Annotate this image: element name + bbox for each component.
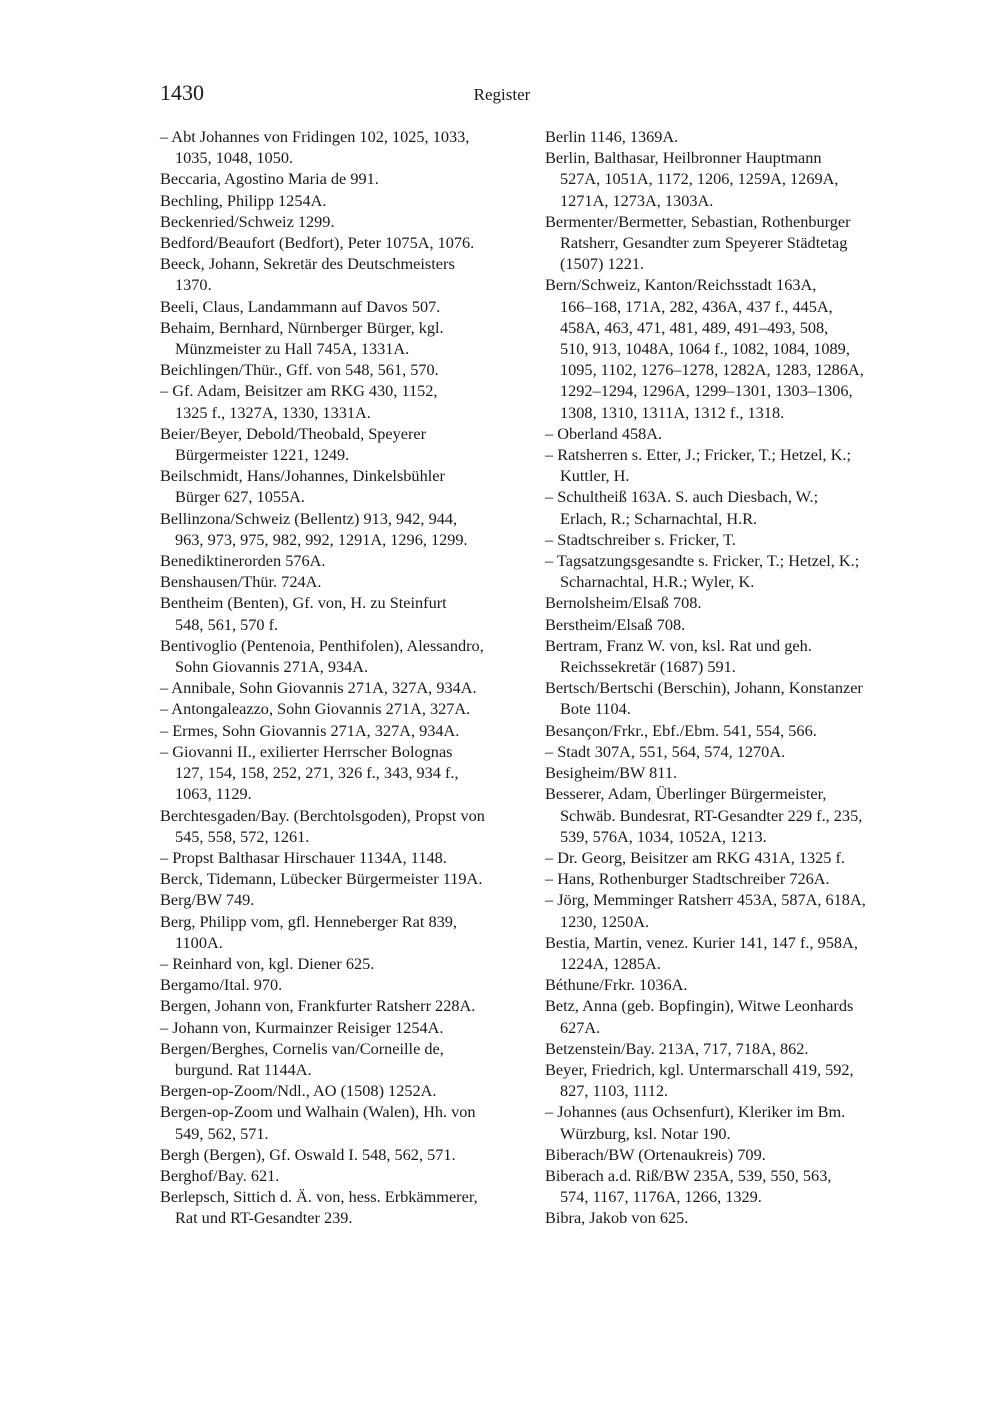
index-entry-line: Berck, Tidemann, Lübecker Bürgermeister 119A. [160, 869, 483, 889]
index-entry-line: – Annibale, Sohn Giovannis 271A, 327A, 934A. [160, 678, 477, 698]
index-entry-continuation: 627A. [560, 1017, 601, 1037]
index-entry [160, 1186, 525, 1228]
index-entry-line: Beeck, Johann, Sekretär des Deutschmeisters [160, 254, 455, 274]
index-entry-line: Bermenter/Bermetter, Sebastian, Rothenburger [545, 211, 851, 231]
index-entry-line: Biberach/BW (Ortenaukreis) 709. [545, 1144, 766, 1164]
index-entry-continuation: 1370. [175, 275, 212, 295]
index-entry-line: Bestia, Martin, venez. Kurier 141, 147 f., 958A, [545, 932, 858, 952]
index-entry-line: – Gf. Adam, Beisitzer am RKG 430, 1152, [160, 381, 438, 401]
index-entry [160, 868, 525, 889]
index-entry [545, 974, 917, 995]
index-column-right [545, 126, 917, 1229]
index-entry-line: – Schultheiß 163A. S. auch Diesbach, W.; [545, 487, 819, 507]
index-entry-line: Berlin, Balthasar, Heilbronner Hauptmann [545, 148, 822, 168]
index-entry [545, 995, 917, 1037]
index-entry-line: Beichlingen/Thür., Gff. von 548, 561, 570. [160, 360, 439, 380]
index-entry-line: – Giovanni II., exilierter Herrscher Bolognas [160, 741, 453, 761]
index-entry-line: – Oberland 458A. [545, 423, 663, 443]
index-entry [545, 635, 917, 677]
index-entry [160, 465, 525, 507]
index-entry-continuation: 458A, 463, 471, 481, 489, 491–493, 508, [560, 317, 829, 337]
index-entry-continuation: 1271A, 1273A, 1303A. [560, 190, 714, 210]
index-entry-line: – Jörg, Memminger Ratsherr 453A, 587A, 618A, [545, 890, 866, 910]
index-entry-line: Bernolsheim/Elsaß 708. [545, 593, 702, 613]
index-entry [160, 168, 525, 189]
index-entry-line: Berg, Philipp vom, gfl. Henneberger Rat 839, [160, 911, 457, 931]
index-entry-line: Besigheim/BW 811. [545, 763, 678, 783]
index-entry [545, 1059, 917, 1101]
index-entry-continuation: Schwäb. Bundesrat, RT-Gesandter 229 f., 235, [560, 805, 863, 825]
index-entry [160, 592, 525, 634]
index-entry-line: – Ratsherren s. Etter, J.; Fricker, T.; Hetzel, K.; [545, 445, 851, 465]
index-entry [545, 1165, 917, 1207]
index-entry-continuation: 539, 576A, 1034, 1052A, 1213. [560, 826, 767, 846]
index-entry-line: Berlepsch, Sittich d. Ä. von, hess. Erbkämmerer, [160, 1187, 478, 1207]
index-entry [160, 1017, 525, 1038]
index-entry [545, 1101, 917, 1143]
index-entry [160, 741, 525, 805]
index-entry [160, 211, 525, 232]
index-entry [160, 953, 525, 974]
index-entry [545, 1038, 917, 1059]
index-entry-line: Besserer, Adam, Überlinger Bürgermeister, [545, 784, 827, 804]
index-entry-line: Berlin 1146, 1369A. [545, 127, 679, 146]
index-entry [545, 1144, 917, 1165]
index-entry [160, 805, 525, 847]
index-entry-continuation: Erlach, R.; Scharnachtal, H.R. [560, 508, 758, 528]
index-entry [160, 698, 525, 719]
index-entry-continuation: Kuttler, H. [560, 466, 630, 486]
index-entry [545, 889, 917, 931]
index-entry [545, 783, 917, 847]
index-entry [160, 423, 525, 465]
index-entry [160, 1080, 525, 1101]
index-entry-line: Bergen, Johann von, Frankfurter Ratsherr 228A. [160, 996, 476, 1016]
index-entry [160, 380, 525, 422]
index-entry-line: Bertsch/Bertschi (Berschin), Johann, Konstanzer [545, 678, 863, 698]
index-entry-continuation: Würzburg, ksl. Notar 190. [560, 1123, 731, 1143]
index-entry [545, 847, 917, 868]
index-entry [160, 126, 525, 168]
index-entry-continuation: 963, 973, 975, 982, 992, 1291A, 1296, 1299. [175, 529, 468, 549]
index-entry-continuation: 574, 1167, 1176A, 1266, 1329. [560, 1187, 762, 1207]
index-entry-line: Betz, Anna (geb. Bopfingin), Witwe Leonhards [545, 996, 854, 1016]
index-entry [160, 1038, 525, 1080]
index-entry [545, 720, 917, 741]
index-entry [545, 762, 917, 783]
running-head: Register [473, 85, 531, 104]
index-entry [160, 232, 525, 253]
index-entry-line: – Hans, Rothenburger Stadtschreiber 726A. [545, 869, 830, 889]
index-entry-continuation: 527A, 1051A, 1172, 1206, 1259A, 1269A, [560, 169, 839, 189]
index-entry-line: – Tagsatzungsgesandte s. Fricker, T.; Hetzel, K.; [545, 551, 860, 571]
index-entry [160, 508, 525, 550]
index-entry-line: Bergen-op-Zoom/Ndl., AO (1508) 1252A. [160, 1081, 437, 1101]
index-entry-continuation: Bürgermeister 1221, 1249. [175, 445, 350, 465]
index-entry-line: Beckenried/Schweiz 1299. [160, 211, 335, 231]
index-entry-line: Bedford/Beaufort (Bedfort), Peter 1075A, 1076. [160, 233, 475, 253]
index-entry-line: Besançon/Frkr., Ebf./Ebm. 541, 554, 566. [545, 720, 817, 740]
index-entry-continuation: 166–168, 171A, 282, 436A, 437 f., 445A, [560, 296, 833, 316]
index-entry-continuation: Bote 1104. [560, 699, 631, 719]
index-entry [545, 741, 917, 762]
index-entry [545, 486, 917, 528]
index-entry [545, 932, 917, 974]
index-entry-line: – Reinhard von, kgl. Diener 625. [160, 953, 375, 973]
index-entry [160, 253, 525, 295]
index-entry-continuation: 545, 558, 572, 1261. [175, 826, 310, 846]
index-entry [160, 1144, 525, 1165]
index-entry [160, 889, 525, 910]
index-entry-continuation: 548, 561, 570 f. [175, 614, 279, 634]
index-entry-continuation: 1230, 1250A. [560, 911, 650, 931]
index-entry-continuation: 1100A. [175, 932, 223, 952]
index-entry-line: Benshausen/Thür. 724A. [160, 572, 322, 592]
index-entry [160, 720, 525, 741]
index-entry-continuation: Rat und RT-Gesandter 239. [175, 1208, 353, 1228]
index-entry-continuation: 1292–1294, 1296A, 1299–1301, 1303–1306, [560, 381, 853, 401]
index-entry [545, 211, 917, 275]
index-entry-line: Bertram, Franz W. von, ksl. Rat und geh. [545, 635, 812, 655]
index-entry-continuation: 510, 913, 1048A, 1064 f., 1082, 1084, 1089, [560, 339, 850, 359]
index-entry [545, 868, 917, 889]
index-entry-line: Beeli, Claus, Landammann auf Davos 507. [160, 296, 441, 316]
index-entry [545, 550, 917, 592]
index-entry [545, 529, 917, 550]
index-entry-line: – Dr. Georg, Beisitzer am RKG 431A, 1325 f. [545, 847, 845, 867]
index-entry-continuation: 827, 1103, 1112. [560, 1081, 669, 1101]
index-entry-line: Bern/Schweiz, Kanton/Reichsstadt 163A, [545, 275, 817, 295]
index-entry-line: – Ermes, Sohn Giovannis 271A, 327A, 934A. [160, 720, 460, 740]
index-entry [160, 911, 525, 953]
index-entry-line: Bergen/Berghes, Cornelis van/Corneille de, [160, 1038, 444, 1058]
index-entry-continuation: 1095, 1102, 1276–1278, 1282A, 1283, 1286A, [560, 360, 864, 380]
index-entry [160, 677, 525, 698]
index-entry-line: Beccaria, Agostino Maria de 991. [160, 169, 379, 189]
index-entry-continuation: Ratsherr, Gesandter zum Speyerer Städtetag [560, 233, 848, 253]
index-entry-line: – Stadtschreiber s. Fricker, T. [545, 529, 736, 549]
index-entry-continuation: (1507) 1221. [560, 254, 645, 274]
index-entry [545, 274, 917, 422]
index-entry-continuation: 1035, 1048, 1050. [175, 148, 294, 168]
index-entry [160, 974, 525, 995]
index-entry-line: Bechling, Philipp 1254A. [160, 190, 327, 210]
index-entry-line: – Propst Balthasar Hirschauer 1134A, 1148. [160, 847, 447, 867]
index-entry-continuation: 549, 562, 571. [175, 1123, 269, 1143]
index-entry-line: Bergamo/Ital. 970. [160, 975, 283, 995]
index-entry-continuation: 127, 154, 158, 252, 271, 326 f., 343, 934 f., [175, 763, 459, 783]
index-entry-continuation: Bürger 627, 1055A. [175, 487, 305, 507]
index-entry-continuation: Münzmeister zu Hall 745A, 1331A. [175, 339, 410, 359]
page-number: 1430 [160, 80, 204, 105]
index-entry [160, 1101, 525, 1143]
index-entry [160, 550, 525, 571]
index-entry-continuation: 1308, 1310, 1311A, 1312 f., 1318. [560, 402, 785, 422]
index-entry [545, 423, 917, 444]
index-entry-line: Bellinzona/Schweiz (Bellentz) 913, 942, 944, [160, 508, 458, 528]
index-entry [545, 592, 917, 613]
index-entry-line: Bibra, Jakob von 625. [545, 1208, 689, 1228]
index-entry-line: Berghof/Bay. 621. [160, 1165, 280, 1185]
index-entry-line: Beier/Beyer, Debold/Theobald, Speyerer [160, 423, 427, 443]
index-entry [160, 359, 525, 380]
index-entry [160, 571, 525, 592]
index-entry [160, 995, 525, 1016]
index-entry-line: Behaim, Bernhard, Nürnberger Bürger, kgl. [160, 317, 444, 337]
index-entry-line: – Abt Johannes von Fridingen 102, 1025, 1033, [160, 127, 470, 146]
index-entry-line: Biberach a.d. Riß/BW 235A, 539, 550, 563, [545, 1165, 832, 1185]
index-entry-continuation: 1224A, 1285A. [560, 953, 661, 973]
index-entry-line: – Stadt 307A, 551, 564, 574, 1270A. [545, 741, 786, 761]
index-entry [160, 635, 525, 677]
index-entry-line: – Johannes (aus Ochsenfurt), Kleriker im Bm. [545, 1102, 846, 1122]
index-entry [160, 847, 525, 868]
index-entry [545, 444, 917, 486]
index-entry-line: Berg/BW 749. [160, 890, 255, 910]
index-entry-line: Beilschmidt, Hans/Johannes, Dinkelsbühler [160, 466, 445, 486]
index-entry-line: Berstheim/Elsaß 708. [545, 614, 686, 634]
index-entry-line: Betzenstein/Bay. 213A, 717, 718A, 862. [545, 1038, 809, 1058]
index-entry-line: Bergh (Bergen), Gf. Oswald I. 548, 562, 571. [160, 1144, 456, 1164]
index-entry-line: Bergen-op-Zoom und Walhain (Walen), Hh. von [160, 1102, 476, 1122]
index-entry-continuation: Sohn Giovannis 271A, 934A. [175, 657, 369, 677]
index-column-left [160, 126, 525, 1229]
index-entry-line: Benediktinerorden 576A. [160, 551, 326, 571]
index-entry-continuation: burgund. Rat 1144A. [175, 1059, 312, 1079]
index-entry-line: Berchtesgaden/Bay. (Berchtolsgoden), Propst von [160, 805, 485, 825]
index-entry [160, 1165, 525, 1186]
index-entry-line: Bentivoglio (Pentenoia, Penthifolen), Alessandro, [160, 635, 484, 655]
index-entry [545, 677, 917, 719]
index-entry [545, 1207, 917, 1228]
index-entry-line: Bentheim (Benten), Gf. von, H. zu Steinfurt [160, 593, 447, 613]
index-entry [545, 614, 917, 635]
index-entry [160, 190, 525, 211]
index-entry [545, 147, 917, 211]
index-entry-continuation: 1325 f., 1327A, 1330, 1331A. [175, 402, 371, 422]
index-entry [160, 317, 525, 359]
index-entry-continuation: 1063, 1129. [175, 784, 252, 804]
index-entry [545, 126, 917, 147]
index-entry-line: Béthune/Frkr. 1036A. [545, 975, 688, 995]
index-entry-continuation: Scharnachtal, H.R.; Wyler, K. [560, 572, 755, 592]
index-entry-line: – Antongaleazzo, Sohn Giovannis 271A, 327A. [160, 699, 471, 719]
index-entry-line: – Johann von, Kurmainzer Reisiger 1254A. [160, 1017, 444, 1037]
index-entry-continuation: Reichssekretär (1687) 591. [560, 657, 736, 677]
index-entry [160, 296, 525, 317]
index-entry-line: Beyer, Friedrich, kgl. Untermarschall 419, 592, [545, 1059, 854, 1079]
